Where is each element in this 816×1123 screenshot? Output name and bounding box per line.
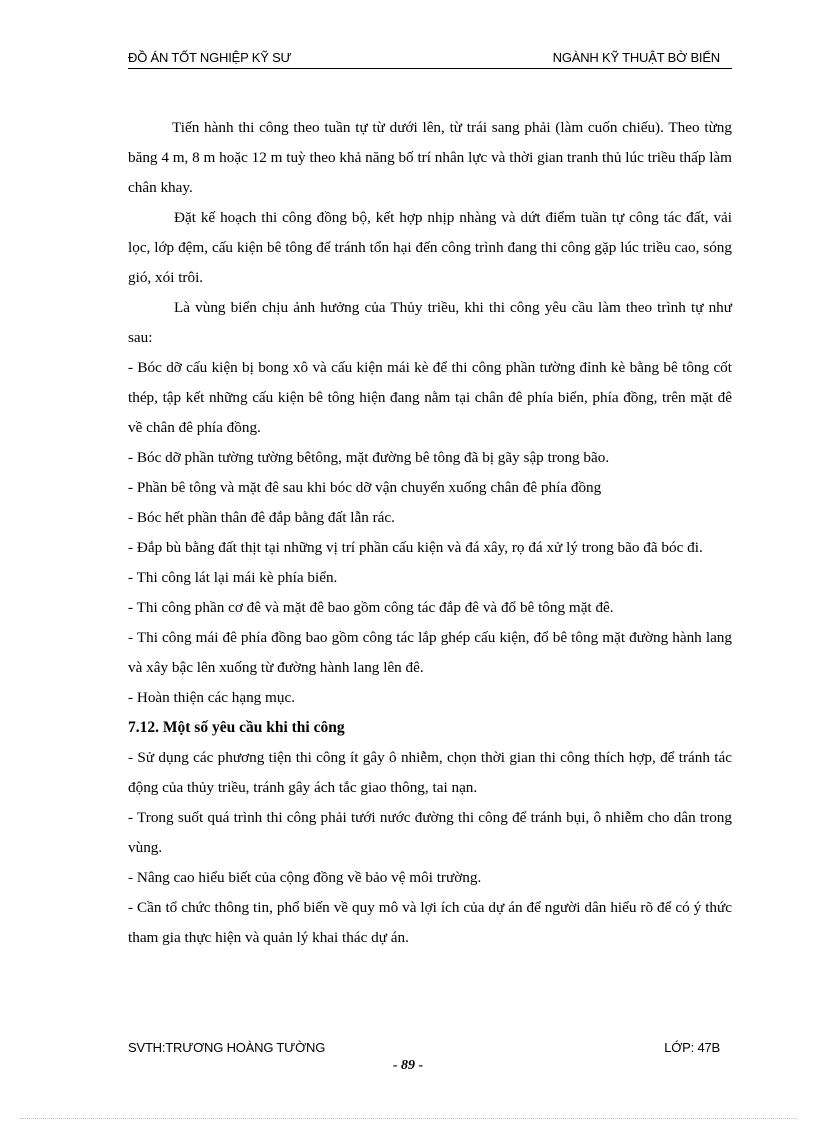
page-footer bbox=[128, 1040, 732, 1060]
list-item: - Phần bê tông và mặt đê sau khi bóc dỡ vận chuyển xuống chân đê phía đồng bbox=[128, 479, 602, 496]
page-edge-divider bbox=[20, 1118, 796, 1119]
list-item: - Trong suốt quá trình thi công phải tưới nước đường thi công để tránh bụi, ô nhiễm cho dân trong vùng. bbox=[128, 809, 732, 856]
header-left-title: ĐỒ ÁN TỐT NGHIỆP KỸ SƯ bbox=[128, 50, 292, 65]
footer-class: LỚP: 47B bbox=[664, 1040, 720, 1055]
list-item: - Thi công lát lại mái kè phía biển. bbox=[128, 569, 338, 586]
page-number: - 89 - bbox=[392, 1058, 424, 1073]
list-item: - Hoàn thiện các hạng mục. bbox=[128, 689, 295, 706]
list-item: - Bóc hết phần thân đê đắp bằng đất lẫn rác. bbox=[128, 509, 395, 526]
page-header bbox=[128, 48, 732, 69]
list-item: - Bóc dỡ cấu kiện bị bong xô và cấu kiện mái kè để thi công phần tường đỉnh kè bằng bê tông cốt thép, tập kết những cấu kiện bê tông hiện đang nằm tại chân đê phía biển, phía đồng, trên mặt đê về chân đê phía đồng. bbox=[128, 359, 732, 436]
list-item: - Bóc dỡ phần tường tường bêtông, mặt đường bê tông đã bị gãy sập trong bão. bbox=[128, 449, 610, 466]
document-body bbox=[128, 113, 732, 953]
footer-student-name: SVTH:TRƯƠNG HOÀNG TƯỜNG bbox=[128, 1040, 326, 1055]
paragraph-synchronous-plan: Đặt kế hoạch thi công đồng bộ, kết hợp nhịp nhàng và dứt điểm tuần tự công tác đất, vải lọc, lớp đệm, cấu kiện bê tông để tránh tổn hại đến công trình đang thi công gặp lúc triều cao, sóng gió, xói trôi. bbox=[128, 209, 732, 286]
list-item: - Đắp bù bằng đất thịt tại những vị trí phần cấu kiện và đá xây, rọ đá xử lý trong bão đã bóc đi. bbox=[128, 539, 703, 556]
paragraph-construction-sequence: Tiến hành thi công theo tuần tự từ dưới lên, từ trái sang phải (làm cuốn chiếu). Theo từng băng 4 m, 8 m hoặc 12 m tuỳ theo khả năng bố trí nhân lực và thời gian tranh thủ lúc triều thấp làm chân khay. bbox=[128, 119, 732, 196]
list-item: - Cần tổ chức thông tin, phổ biến về quy mô và lợi ích của dự án để người dân hiểu rõ để có ý thức tham gia thực hiện và quản lý khai thác dự án. bbox=[128, 899, 732, 946]
list-item: - Nâng cao hiểu biết của cộng đồng về bảo vệ môi trường. bbox=[128, 869, 482, 886]
header-right-title: NGÀNH KỸ THUẬT BỜ BIỂN bbox=[552, 50, 720, 65]
list-item: - Thi công mái đê phía đồng bao gồm công tác lắp ghép cấu kiện, đổ bê tông mặt đường hành lang và xây bậc lên xuống từ đường hành lang lên đê. bbox=[128, 629, 732, 676]
list-item: - Sử dụng các phương tiện thi công ít gây ô nhiễm, chọn thời gian thi công thích hợp, để tránh tác động của thủy triều, tránh gây ách tắc giao thông, tai nạn. bbox=[128, 749, 732, 796]
section-heading: 7.12. Một số yêu cầu khi thi công bbox=[128, 719, 345, 736]
paragraph-tidal-requirements: Là vùng biển chịu ảnh hưởng của Thủy triều, khi thi công yêu cầu làm theo trình tự như sau: bbox=[128, 299, 732, 346]
list-item: - Thi công phần cơ đê và mặt đê bao gồm công tác đắp đê và đổ bê tông mặt đê. bbox=[128, 599, 614, 616]
